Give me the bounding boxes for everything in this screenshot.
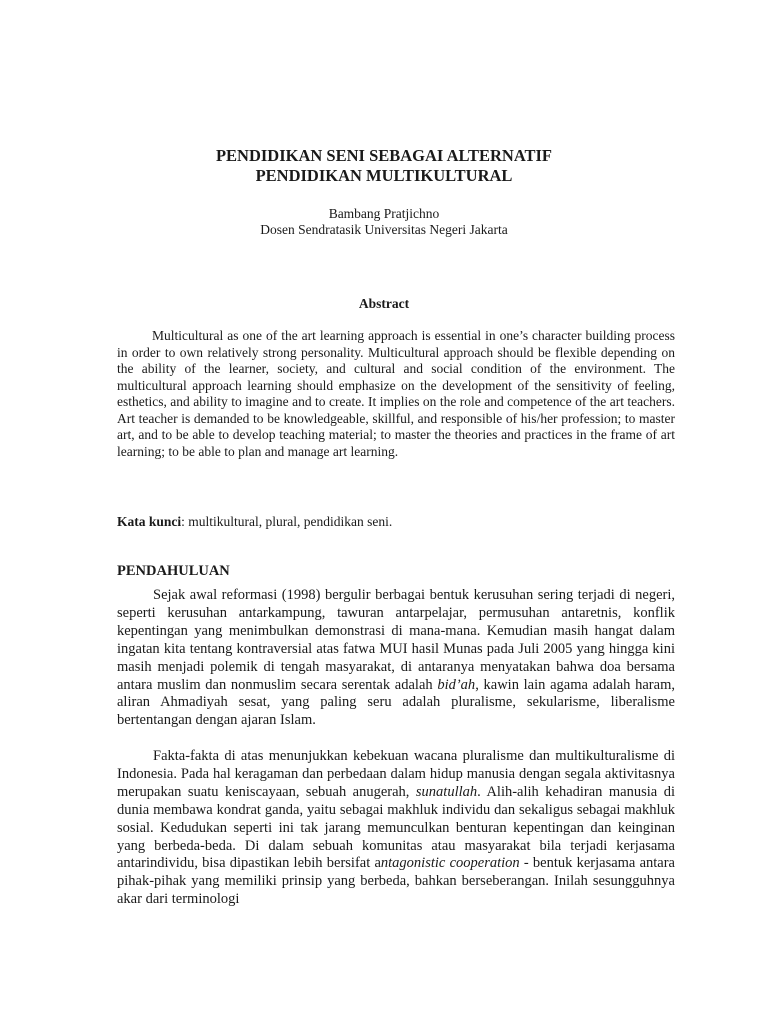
- keywords: [117, 514, 675, 530]
- body-paragraph-2: [117, 748, 675, 909]
- keywords-text: : multikultural, plural, pendidikan seni.: [181, 514, 393, 529]
- abstract-text: Multicultural as one of the art learning approach is essential in one’s character building process in order to own relatively strong personality. Multicultural approach should be flexible depending on the ability of the learner, society, and cultural and social condition of the environment. The multicultural approach learning should emphasize on the development of the sensitivity of feeling, esthetics, and ability to imagine and to create. It implies on the role and competence of the art teachers. Art teacher is demanded to be knowledgeable, skillful, and responsible of his/her profession; to master art, and to be able to develop teaching material; to master the theories and practices in the frame of art learning; to be able to plan and manage art learning.: [117, 328, 675, 459]
- keywords-label: Kata kunci: [117, 514, 182, 529]
- paper-title-line-1: PENDIDIKAN SENI SEBAGAI ALTERNATIF: [215, 146, 553, 165]
- paper-title-line-2: PENDIDIKAN MULTIKULTURAL: [255, 166, 513, 185]
- paragraph-2-text-e: - bentuk kerjasama antara pihak-pihak yang memiliki prinsip yang berbeda, bahkan berseberangan. Inilah sesungguhnya akar dari terminologi: [117, 855, 675, 908]
- paragraph-2-text-a: Fakta-fakta di atas menunjukkan kebekuan wacana pluralisme dan multikulturalisme di Indonesia. Pada hal keragaman dan perbedaan dalam hidup manusia dengan segala aktivitasnya merupakan suatu keniscayaan, sebuah anugerah,: [117, 748, 675, 800]
- paragraph-1-text-a: Sejak awal reformasi (1998) bergulir berbagai bentuk kerusuhan sering terjadi di negeri, seperti kerusuhan antarkampung, tawuran antarpelajar, permusuhan antaretnis, konflik kepentingan yang menimbulkan demonstrasi di mana-mana. Kemudian masih hangat dalam ingatan kita tentang kontraversial atas fatwa MUI hasil Munas pada Juli 2005 yang hingga kini masih menjadi polemik di tengah masyarakat, di antaranya menyatakan bahwa doa bersama antara muslim dan nonmuslim secara serentak adalah: [117, 587, 675, 693]
- author-block: [0, 206, 768, 238]
- paragraph-2-italic-term-1: sunatullah: [415, 783, 478, 800]
- paragraph-1-italic-term: bid’ah: [437, 676, 476, 693]
- author-affiliation: Dosen Sendratasik Universitas Negeri Jakarta: [260, 222, 508, 237]
- abstract-heading: Abstract: [358, 296, 410, 311]
- paragraph-1-text-c: , kawin lain agama adalah haram, aliran Ahmadiyah sesat, yang paling seru adalah pluralisme, sekularisme, liberalisme bertentangan dengan ajaran Islam.: [117, 676, 675, 729]
- paper-title: [0, 146, 768, 186]
- section-heading: PENDAHULUAN: [117, 563, 230, 579]
- paragraph-2-italic-term-2: ntagonistic cooperation: [380, 855, 520, 872]
- author-name: Bambang Pratjichno: [328, 206, 440, 221]
- body-paragraph-1: [117, 587, 675, 730]
- paragraph-2-text-c: . Alih-alih kehadiran manusia di dunia membawa kondrat ganda, yaitu sebagai makhluk individu dan sekaligus sebagai makhluk sosial. Kedudukan seperti ini tak jarang memunculkan benturan kepentingan dan keinginan yang berbeda-beda. Di dalam sebuah komunitas atau masyarakat bila terjadi kerjasama antarindividu, bisa dipastikan lebih bersifat a: [117, 783, 675, 872]
